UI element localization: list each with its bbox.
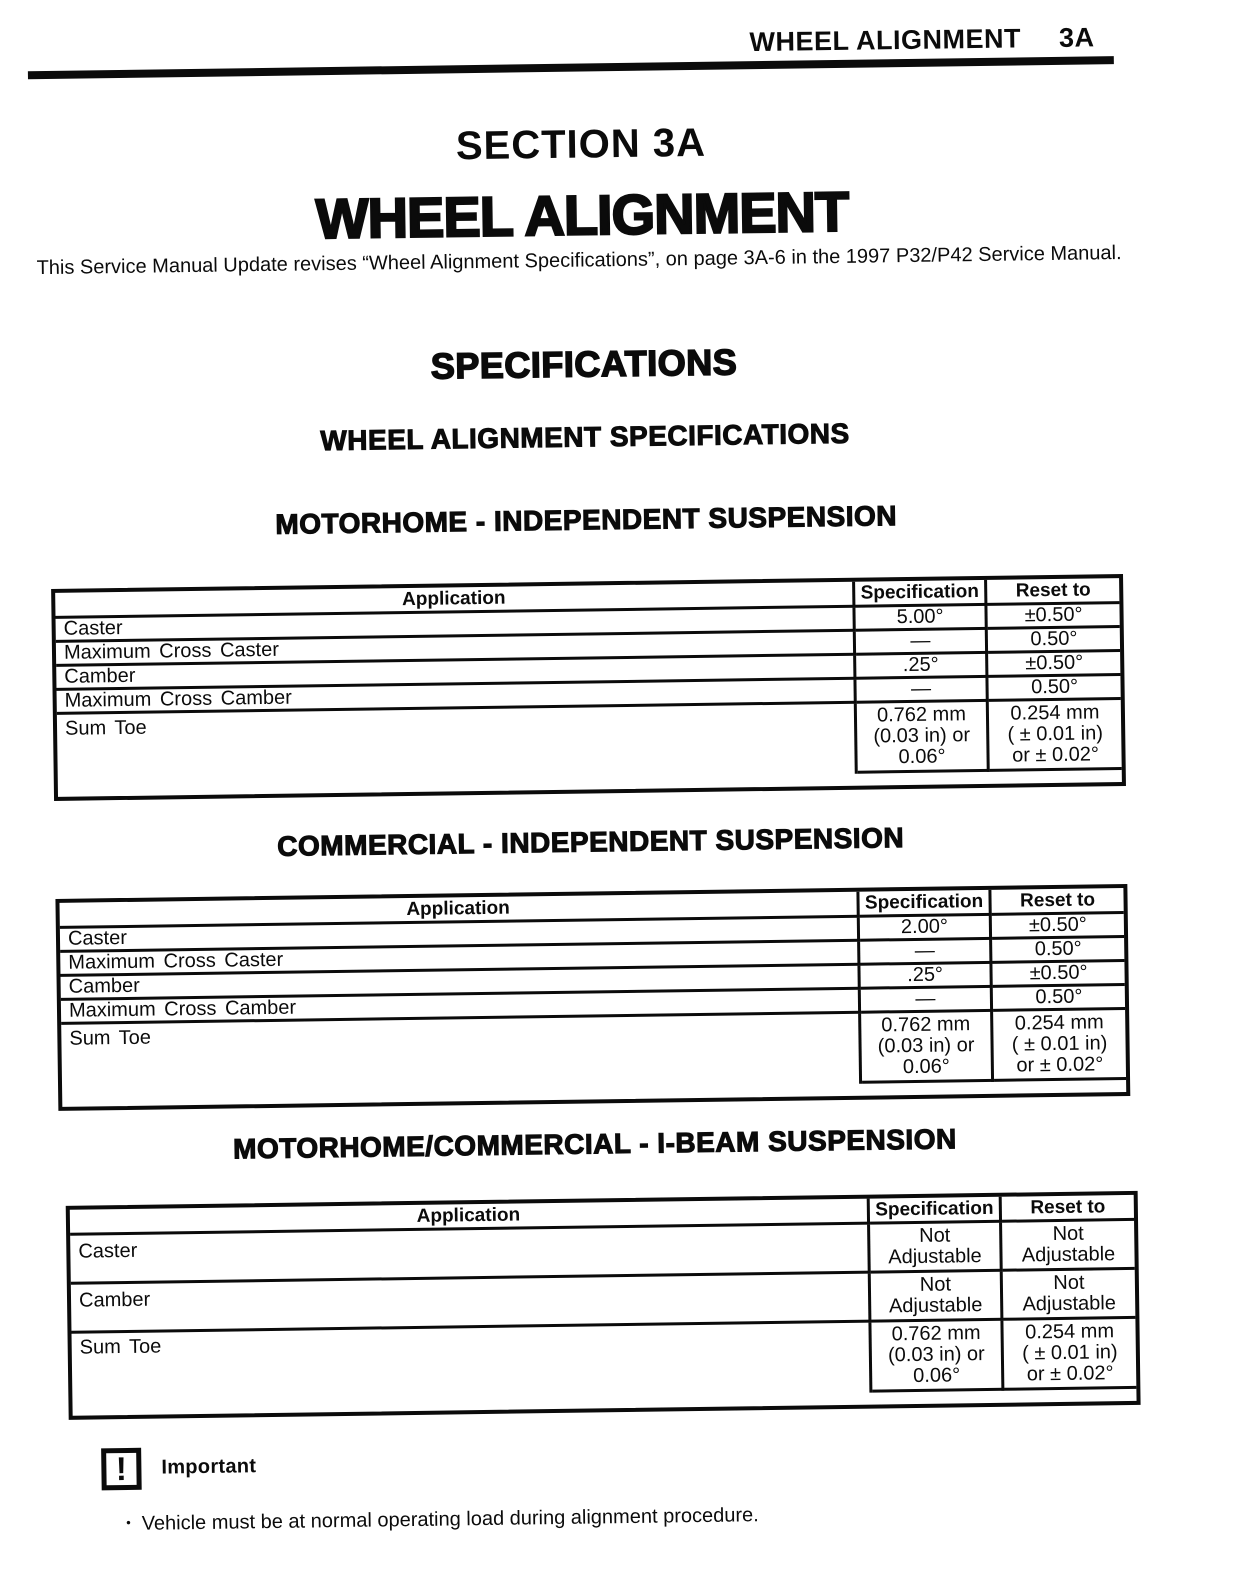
application-cell: Sum Toe [61,1014,862,1095]
application-column-header: Application [59,892,859,929]
bullet-item [126,1504,759,1536]
specification-cell: .25° [860,964,992,990]
page-header-title: WHEEL ALIGNMENT [749,23,1022,58]
specification-cell: — [861,988,993,1014]
application-cell: Sum Toe [72,1323,873,1404]
application-cell: Sum Toe [57,704,858,785]
specification-column-header: Specification [870,1197,1002,1225]
reset-to-cell: ±0.50° [987,604,1119,630]
specification-cell: 0.762 mm (0.03 in) or 0.06° [861,1012,994,1084]
specification-cell: 0.762 mm (0.03 in) or 0.06° [871,1321,1004,1393]
reset-to-cell: 0.50° [993,986,1125,1012]
specification-cell: — [860,940,992,966]
application-cell: Caster [60,918,860,953]
page-title: WHEEL ALIGNMENT [315,179,849,251]
application-cell: Camber [56,656,856,691]
reset-to-cell: 0.50° [988,676,1120,702]
spec-table-commercial-independent [55,884,1130,1111]
bullet-dot-icon: • [126,1514,131,1531]
specification-column-header: Specification [859,890,991,918]
reset-to-cell: ±0.50° [992,914,1124,940]
application-cell: Maximum Cross Camber [61,990,861,1025]
spec-table-ibeam [66,1191,1141,1420]
exclamation-glyph: ! [115,1450,128,1488]
application-cell: Camber [61,966,861,1001]
reset-to-cell: 0.254 mm ( ± 0.01 in) or ± 0.02° [989,700,1122,772]
reset-to-cell: Not Adjustable [1002,1221,1135,1272]
application-column-header: Application [70,1199,870,1236]
table-heading-motorhome-independent: MOTORHOME - INDEPENDENT SUSPENSION [275,500,898,540]
intro-paragraph: This Service Manual Update revises “Wheel Alignment Specifications”, on page 3A-6 in the 1997 P32/P42 Service Manual. [36,242,1122,280]
specification-cell: 2.00° [860,916,992,942]
reset-to-cell: ±0.50° [992,962,1124,988]
application-cell: Maximum Cross Caster [60,942,860,977]
application-cell: Maximum Cross Camber [57,680,857,715]
specification-cell: Not Adjustable [870,1223,1003,1274]
reset-to-cell: ±0.50° [988,652,1120,678]
specifications-heading: SPECIFICATIONS [430,341,738,387]
specification-cell: 0.762 mm (0.03 in) or 0.06° [857,702,990,774]
important-label: Important [161,1455,257,1479]
reset-to-cell: Not Adjustable [1003,1270,1136,1321]
reset-to-cell: 0.254 mm ( ± 0.01 in) or ± 0.02° [1003,1319,1136,1391]
reset-to-cell: 0.254 mm ( ± 0.01 in) or ± 0.02° [993,1010,1126,1082]
table-heading-commercial-independent: COMMERCIAL - INDEPENDENT SUSPENSION [277,822,905,862]
specification-cell: — [856,678,988,704]
bullet-text: Vehicle must be at normal operating load during alignment procedure. [141,1504,759,1535]
reset-to-column-header: Reset to [991,888,1123,916]
specification-column-header: Specification [855,580,987,608]
reset-to-cell: 0.50° [988,628,1120,654]
table-heading-ibeam: MOTORHOME/COMMERCIAL - I-BEAM SUSPENSION [232,1123,957,1165]
application-cell: Maximum Cross Caster [56,632,856,667]
page-header [749,22,1094,58]
specification-cell: 5.00° [855,606,987,632]
header-rule [28,56,1114,79]
reset-to-column-header: Reset to [1002,1195,1134,1223]
reset-to-column-header: Reset to [987,578,1119,606]
spec-table-motorhome-independent [51,574,1126,801]
specification-cell: — [856,630,988,656]
section-label: SECTION 3A [455,120,707,169]
specification-cell: .25° [856,654,988,680]
application-cell: Camber [71,1274,872,1334]
important-exclamation-box-icon [101,1448,142,1491]
page-header-section-code: 3A [1058,22,1095,53]
specification-cell: Not Adjustable [871,1272,1004,1323]
application-cell: Caster [56,608,856,643]
application-column-header: Application [55,582,855,619]
application-cell: Caster [70,1225,871,1285]
wheel-alignment-specifications-subheading: WHEEL ALIGNMENT SPECIFICATIONS [320,417,850,457]
reset-to-cell: 0.50° [992,938,1124,964]
